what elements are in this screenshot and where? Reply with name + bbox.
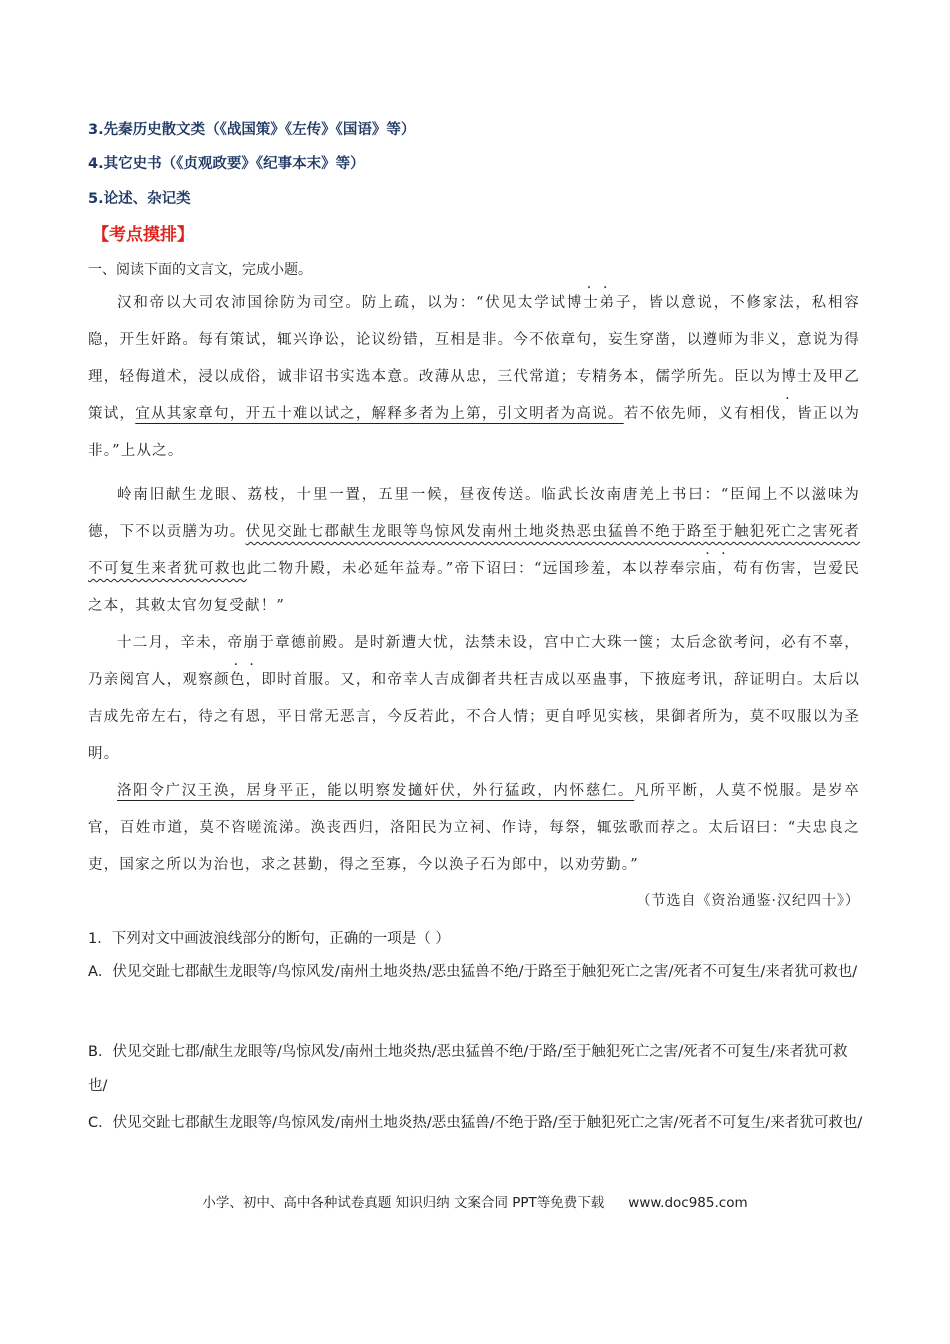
passage-paragraph-4 — [88, 773, 860, 884]
dotted-char: 宗 — [685, 561, 702, 577]
category-heading-5: 5.论述、杂记类 — [88, 191, 191, 207]
dotted-char: 博 — [566, 295, 584, 311]
text-run: 弟子，皆以意说，不修家法，私相容隐，开生奸路。每有策试，辄兴诤讼，论议纷错，互相是非。今不依章句，妄生穿凿，以遵师为非义，意说为得理，轻侮道术，浸以成俗，诚非诏书实选本意。改薄从忠，三代常道；专精务本，儒学所先。臣以为博士及甲乙策试， — [88, 295, 861, 422]
wavy-underlined-sentence: 伏见交趾七郡献生龙眼等鸟惊风发南州土地炎热恶虫猛兽不绝于路至于触犯死亡之害死者不可复生来者犹可救也 — [88, 524, 860, 577]
text-run: ，皆正以为非。”上从之。 — [88, 406, 861, 459]
reading-instruction: 一、阅读下面的文言文，完成小题。 — [88, 262, 312, 278]
dotted-char: 颜 — [214, 672, 230, 688]
passage-paragraph-3 — [88, 625, 860, 773]
category-heading-4: 4.其它史书（《贞观政要》《纪事本末》等） — [88, 156, 365, 172]
dotted-char: 伐 — [765, 406, 782, 422]
underlined-sentence: 洛阳令广汉王涣，居身平正，能以明察发擿奸伏，外行猛政，内怀慈仁。 — [117, 783, 635, 799]
dotted-char: 色 — [229, 672, 246, 688]
underlined-sentence: 宜从其家章句，开五十难以试之，解释多者为上第，引文明者为高说。 — [135, 406, 624, 422]
footer-link[interactable]: www.doc985.com — [628, 1195, 748, 1211]
footer-text: 小学、初中、高中各种试卷真题 知识归纳 文案合同 PPT等免费下载 — [202, 1195, 605, 1211]
option-b: B．伏见交趾七郡/献生龙眼等/鸟惊风发/南州土地炎热/恶虫猛兽不绝/于路/至于触犯死亡之害/死者不可复生/来者犹可救也/ — [88, 1044, 848, 1094]
text-run: 若不依先师，义有相 — [623, 406, 766, 422]
option-c: C．伏见交趾七郡献生龙眼等/鸟惊风发/南州土地炎热/恶虫猛兽/不绝于路/至于触犯死亡之害/死者不可复生/来者犹可救也/ — [88, 1115, 863, 1131]
section-title: 【考点摸排】 — [92, 225, 194, 245]
text-run: ，苟有伤害，岂爱民之本，其敕太官勿复受献！” — [88, 561, 860, 614]
dotted-char: 士 — [583, 295, 600, 311]
category-heading-3: 3.先秦历史散文类（《战国策》《左传》《国语》等） — [88, 122, 416, 138]
text-run: ，即时首服。又，和帝幸人吉成御者共枉吉成以巫蛊事，下掖庭考讯，辞证明白。太后以吉成先帝左右，待之有恩，平日常无恶言，今反若此，不合人情；更自呼见实核，果御者所为，莫不叹服以为圣明。 — [88, 672, 861, 762]
text-run: 岭南旧献生龙眼、荔枝，十里一置，五里一候，昼夜传送。临武长汝南唐羌上书曰：“臣闻上不以滋味为德，下不以贡膳为功。 — [88, 487, 860, 540]
text-run: 十二月，辛未，帝崩于章德前殿。是时新遭大忧，法禁未设，宫中亡大珠一箧；太后念欲考问，必有不辜，乃亲阅宫人，观察 — [88, 635, 860, 688]
question-stem: 1．下列对文中画波浪线部分的断句，正确的一项是（ ） — [88, 931, 450, 947]
passage-paragraph-2 — [88, 477, 860, 625]
option-a: A．伏见交趾七郡献生龙眼等/鸟惊风发/南州土地炎热/恶虫猛兽不绝/于路至于触犯死亡之害/死者不可复生/来者犹可救也/ — [88, 964, 858, 980]
text-run: 凡所平断，人莫不悦服。是岁卒官，百姓市道，莫不咨嗟流涕。涣丧西归，洛阳民为立祠、作诗，每祭，辄弦歌而荐之。太后诏曰：“夫忠良之吏，国家之所以为治也，求之甚勤，得之至寡，今以涣子石为郎中，以劝劳勤。” — [88, 783, 860, 873]
passage-source: （节选自《资治通鉴·汉纪四十》） — [636, 893, 860, 909]
text-run: 汉和帝以大司农沛国徐防为司空。防上疏，以为：“伏见太学试 — [117, 295, 567, 311]
page-footer — [0, 1191, 950, 1211]
passage-paragraph-1 — [88, 285, 860, 470]
text-run: 此二物升殿，未必延年益寿。”帝下诏曰：“远国珍羞，本以荐奉 — [246, 561, 686, 577]
dotted-char: 庙 — [701, 561, 718, 577]
